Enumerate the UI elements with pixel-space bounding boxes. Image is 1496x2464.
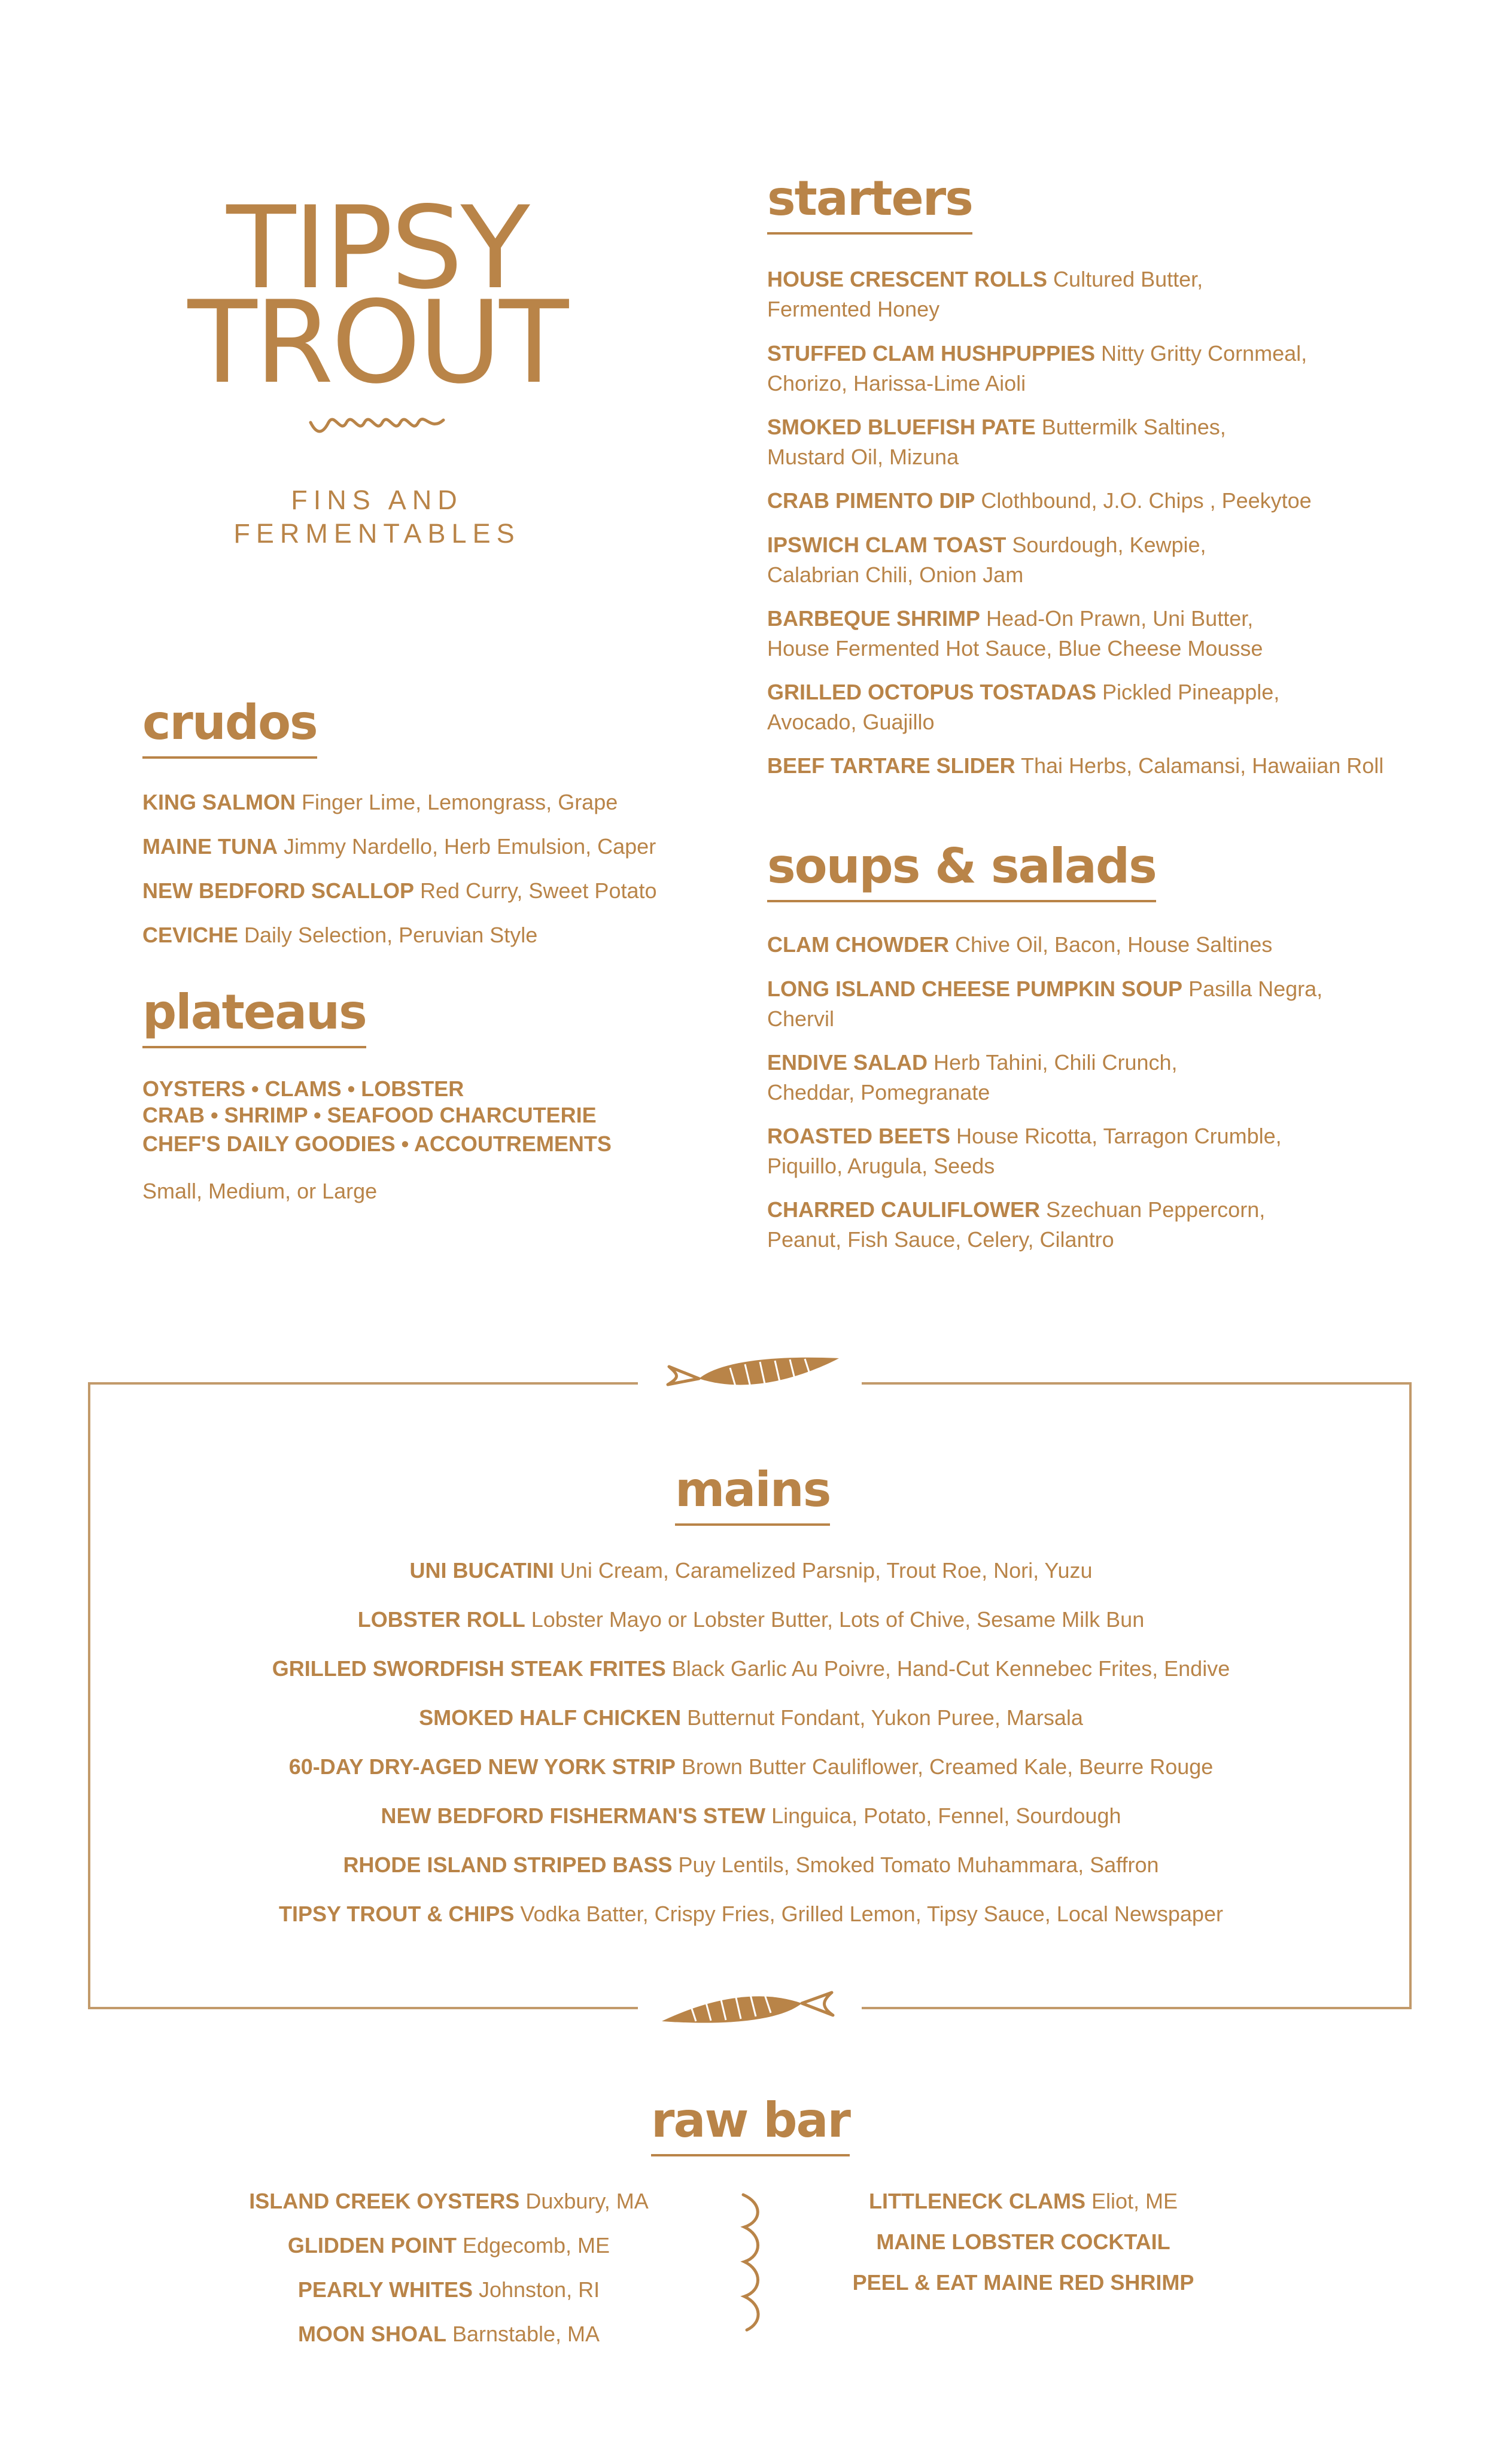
starters-heading: starters xyxy=(767,175,972,235)
raw-bar-item-right: PEEL & EAT MAINE RED SHRIMP xyxy=(852,2270,1194,2295)
crudo-item: CEVICHE Daily Selection, Peruvian Style xyxy=(142,923,538,947)
starter-item: BARBEQUE SHRIMP Head-On Prawn, Uni Butter, House Fermented Hot Sauce, Blue Cheese Mousse xyxy=(767,606,1263,661)
logo-word-tipsy: TIPSY xyxy=(226,182,528,314)
crudo-item: KING SALMON Finger Lime, Lemongrass, Grape xyxy=(142,790,618,814)
raw-bar-item-right: LITTLENECK CLAMS Eliot, ME xyxy=(868,2189,1178,2213)
starter-item: SMOKED BLUEFISH PATE Buttermilk Saltines, Mustard Oil, Mizuna xyxy=(767,415,1226,469)
main-item: GRILLED SWORDFISH STEAK FRITES Black Garlic Au Poivre, Hand-Cut Kennebec Frites, Endive xyxy=(272,1656,1230,1681)
starter-item: IPSWICH CLAM TOAST Sourdough, Kewpie, Calabrian Chili, Onion Jam xyxy=(767,533,1206,587)
crudos-heading: crudos xyxy=(142,699,317,759)
soup-salad-item: ENDIVE SALAD Herb Tahini, Chili Crunch, Cheddar, Pomegranate xyxy=(767,1050,1178,1105)
wave-icon xyxy=(308,414,446,438)
main-item: UNI BUCATINI Uni Cream, Caramelized Parsnip, Trout Roe, Nori, Yuzu xyxy=(409,1558,1093,1583)
raw-bar-item-left: GLIDDEN POINT Edgecomb, ME xyxy=(287,2233,610,2258)
plateaus-line: OYSTERS • CLAMS • LOBSTER xyxy=(142,1076,464,1101)
soups-salads-heading: soups & salads xyxy=(767,842,1156,902)
plateaus-heading: plateaus xyxy=(142,988,366,1048)
plateaus-sizes: Small, Medium, or Large xyxy=(142,1179,378,1203)
raw-bar-item-left: PEARLY WHITES Johnston, RI xyxy=(297,2277,600,2302)
starter-item: GRILLED OCTOPUS TOSTADAS Pickled Pineapple, Avocado, Guajillo xyxy=(767,680,1280,734)
logo xyxy=(186,182,568,568)
squiggle-icon xyxy=(735,2190,771,2334)
main-item: TIPSY TROUT & CHIPS Vodka Batter, Crispy Fries, Grilled Lemon, Tipsy Sauce, Local Newspaper xyxy=(279,1902,1223,1926)
main-item: SMOKED HALF CHICKEN Butternut Fondant, Yukon Puree, Marsala xyxy=(419,1705,1083,1730)
raw-bar-heading: raw bar xyxy=(651,2097,850,2156)
soup-salad-item: CLAM CHOWDER Chive Oil, Bacon, House Saltines xyxy=(767,932,1273,957)
fish-icon xyxy=(657,1979,837,2027)
main-item: LOBSTER ROLL Lobster Mayo or Lobster Butter, Lots of Chive, Sesame Milk Bun xyxy=(357,1607,1145,1632)
main-item: NEW BEDFORD FISHERMAN'S STEW Linguica, Potato, Fennel, Sourdough xyxy=(381,1803,1121,1828)
crudo-item: NEW BEDFORD SCALLOP Red Curry, Sweet Potato xyxy=(142,878,657,903)
tagline-line1: FINS AND xyxy=(291,485,463,515)
starter-item: CRAB PIMENTO DIP Clothbound, J.O. Chips , Peekytoe xyxy=(767,488,1312,513)
main-item: 60-DAY DRY-AGED NEW YORK STRIP Brown Butter Cauliflower, Creamed Kale, Beurre Rouge xyxy=(288,1754,1214,1779)
raw-bar-item-left: ISLAND CREEK OYSTERS Duxbury, MA xyxy=(249,2189,649,2213)
soup-salad-item: LONG ISLAND CHEESE PUMPKIN SOUP Pasilla Negra, Chervil xyxy=(767,977,1323,1031)
raw-bar-item-right: MAINE LOBSTER COCKTAIL xyxy=(876,2229,1170,2254)
starter-item: STUFFED CLAM HUSHPUPPIES Nitty Gritty Cornmeal, Chorizo, Harissa-Lime Aioli xyxy=(767,341,1308,396)
logo-word-trout: TROUT xyxy=(187,276,567,409)
mains-heading: mains xyxy=(675,1466,830,1526)
raw-bar-item-left: MOON SHOAL Barnstable, MA xyxy=(297,2322,600,2346)
fish-icon xyxy=(664,1353,844,1401)
starter-item: BEEF TARTARE SLIDER Thai Herbs, Calamansi, Hawaiian Roll xyxy=(767,753,1384,778)
soup-salad-item: ROASTED BEETS House Ricotta, Tarragon Crumble, Piquillo, Arugula, Seeds xyxy=(767,1124,1282,1178)
plateaus-line: CHEF'S DAILY GOODIES • ACCOUTREMENTS xyxy=(142,1131,612,1156)
tagline-line2: FERMENTABLES xyxy=(233,518,521,549)
crudo-item: MAINE TUNA Jimmy Nardello, Herb Emulsion, Caper xyxy=(142,834,656,859)
soup-salad-item: CHARRED CAULIFLOWER Szechuan Peppercorn, Peanut, Fish Sauce, Celery, Cilantro xyxy=(767,1197,1266,1252)
starter-item: HOUSE CRESCENT ROLLS Cultured Butter, Fermented Honey xyxy=(767,267,1203,321)
plateaus-line: CRAB • SHRIMP • SEAFOOD CHARCUTERIE xyxy=(142,1103,597,1127)
main-item: RHODE ISLAND STRIPED BASS Puy Lentils, Smoked Tomato Muhammara, Saffron xyxy=(343,1852,1159,1877)
